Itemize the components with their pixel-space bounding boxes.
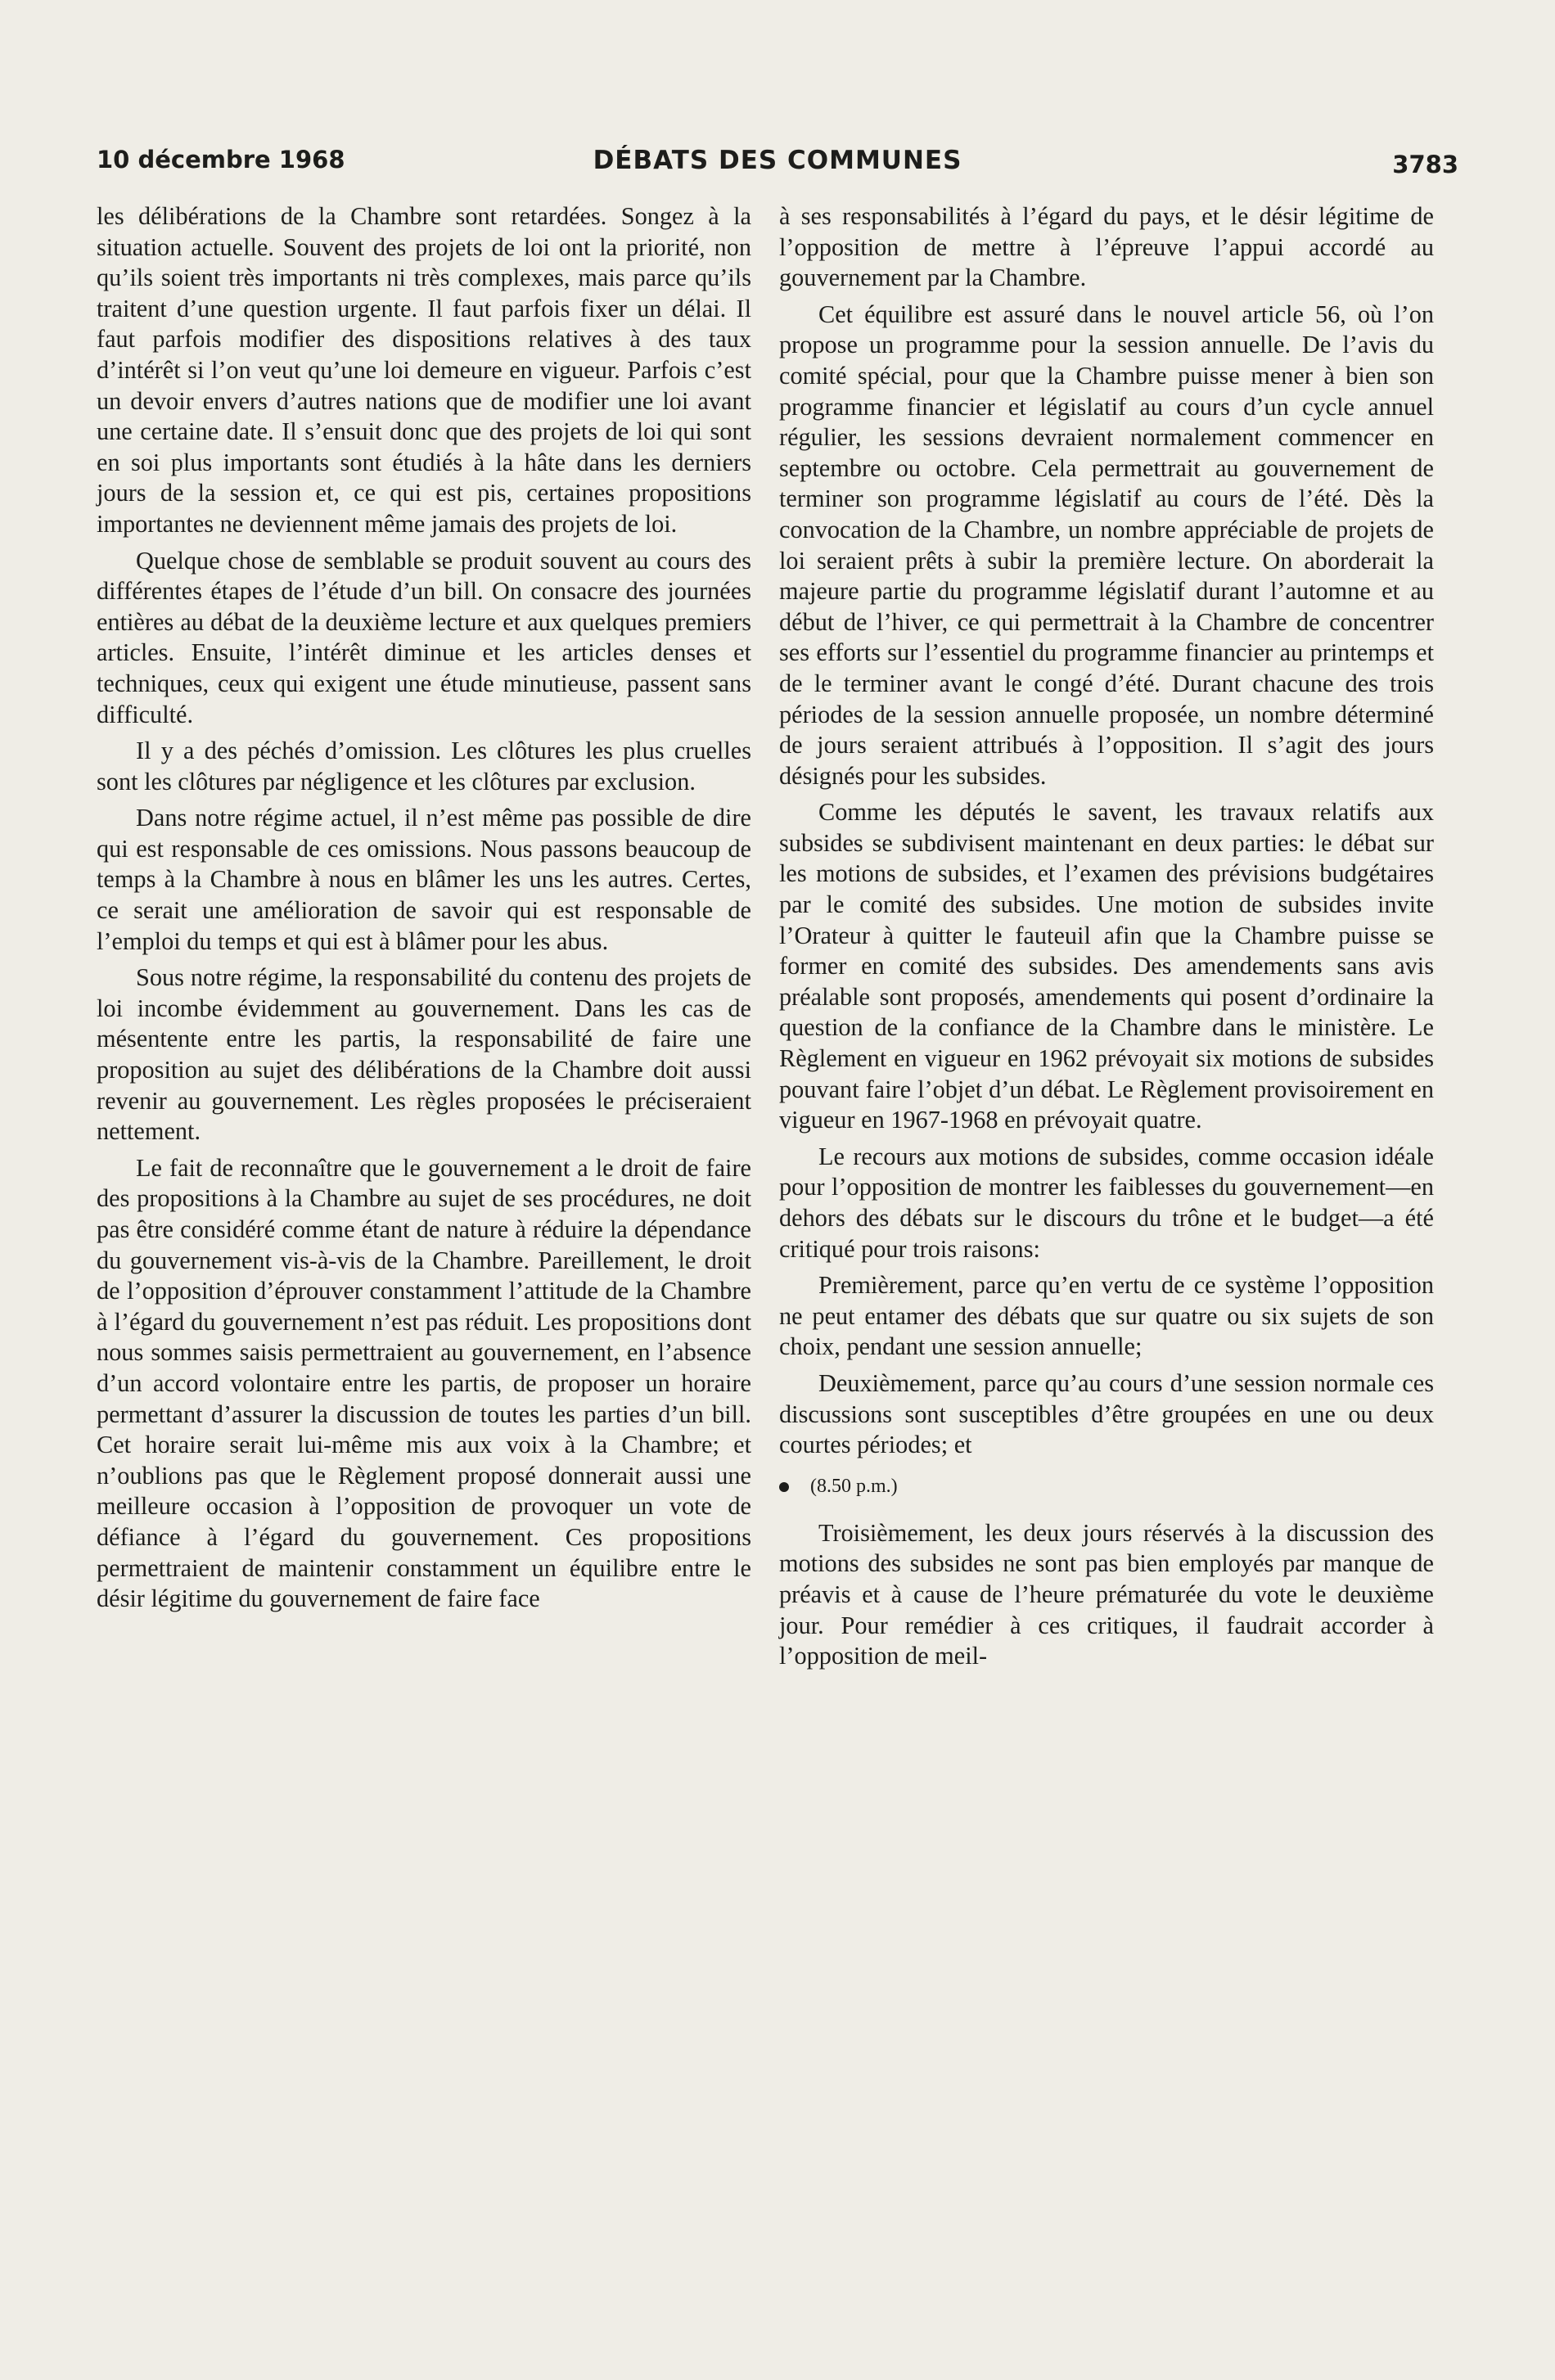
time-note: [779, 1472, 1434, 1500]
paragraph: Comme les députés le savent, les travaux relatifs aux subsides se subdivisent maintenant en deux parties: le débat sur les motions de subsides, et l’examen des prévisions budgétaires par le comité des subsides. Une motion de subsides invite l’Orateur à quitter le fauteuil afin que la Chambre puisse se former en comité des subsides. Des amendements sans avis préalable sont proposés, amendements qui posent d’ordinaire la question de la confiance de la Chambre dans le ministère. Le Règlement en vigueur en 1962 prévoyait six motions de subsides pouvant faire l’objet d’un débat. Le Règlement provisoirement en vigueur en 1967-1968 en prévoyait quatre.: [779, 798, 1434, 1134]
paragraph: Il y a des péchés d’omission. Les clôtures les plus cruelles sont les clôtures par négligence et les clôtures par exclusion.: [97, 737, 751, 796]
paragraph: Dans notre régime actuel, il n’est même pas possible de dire qui est responsable de ces omissions. Nous passons beaucoup de temps à la Chambre à nous en blâmer les uns les autres. Certes, ce serait une amélioration de savoir qui est responsable de l’emploi du temps et qui est à blâmer pour les abus.: [97, 804, 751, 955]
header-title: DÉBATS DES COMMUNES: [593, 146, 962, 175]
right-column: [779, 201, 1434, 1678]
left-column: [97, 201, 751, 1620]
paragraph: Premièrement, parce qu’en vertu de ce système l’opposition ne peut entamer des débats que sur quatre ou six sujets de son choix, pendant une session annuelle;: [779, 1271, 1434, 1361]
paragraph: à ses responsabilités à l’égard du pays, et le désir légitime de l’opposition de mettre à l’épreuve l’appui accordé au gouvernement par la Chambre.: [779, 202, 1434, 292]
paragraph: les délibérations de la Chambre sont retardées. Songez à la situation actuelle. Souvent des projets de loi ont la priorité, non qu’ils soient très importants ni très complexes, mais parce qu’ils traitent d’une question urgente. Il faut parfois fixer un délai. Il faut parfois modifier des dispositions relatives à des taux d’intérêt si l’on veut qu’une loi demeure en vigueur. Parfois c’est un devoir envers d’autres nations que de modifier une loi avant une certaine date. Il s’ensuit donc que des projets de loi qui sont en soi plus importants sont étudiés à la hâte dans les derniers jours de la session et, ce qui est pis, certaines propositions importantes ne deviennent même jamais des projets de loi.: [97, 202, 751, 538]
paragraph: Le recours aux motions de subsides, comme occasion idéale pour l’opposition de montrer les faiblesses du gouvernement—en dehors des débats sur le discours du trône et le budget—a été critiqué pour trois raisons:: [779, 1142, 1434, 1263]
paragraph: Troisièmement, les deux jours réservés à la discussion des motions des subsides ne sont pas bien employés par manque de préavis et à cause de l’heure prématurée du vote le deuxième jour. Pour remédier à ces critiques, il faudrait accorder à l’opposition de meil-: [779, 1518, 1434, 1670]
bullet-icon: [779, 1482, 789, 1492]
header-date: 10 décembre 1968: [97, 146, 345, 174]
paragraph: Quelque chose de semblable se produit souvent au cours des différentes étapes de l’étude d’un bill. On consacre des journées entières au débat de la deuxième lecture et aux quelques premiers articles. Ensuite, l’intérêt diminue et les articles denses et techniques, ceux qui exigent une étude minutieuse, passent sans difficulté.: [97, 546, 751, 728]
time-note-text: (8.50 p.m.): [810, 1475, 898, 1497]
paragraph: Cet équilibre est assuré dans le nouvel article 56, où l’on propose un programme pour la session annuelle. De l’avis du comité spécial, pour que la Chambre puisse mener à bien son programme financier et législatif au cours d’un cycle annuel régulier, les sessions devraient normalement commencer en septembre ou octobre. Cela permettrait au gouvernement de terminer son programme législatif au cours de l’été. Dès la convocation de la Chambre, un nombre appréciable de projets de loi seraient prêts à subir la première lecture. On aborderait la majeure partie du programme législatif durant l’automne et au début de l’hiver, ce qui permettrait à la Chambre de concentrer ses efforts sur l’essentiel du programme financier au printemps et de le terminer avant le congé d’été. Durant chacune des trois périodes de la session annuelle proposée, un nombre déterminé de jours seraient attribués à l’opposition. Il s’agit des jours désignés pour les subsides.: [779, 300, 1434, 790]
page-header: [97, 146, 1458, 187]
paragraph: Sous notre régime, la responsabilité du contenu des projets de loi incombe évidemment au gouvernement. Dans les cas de mésentente entre les partis, la responsabilité de faire une proposition au sujet des délibérations de la Chambre doit aussi revenir au gouvernement. Les règles proposées le préciseraient nettement.: [97, 963, 751, 1146]
paragraph: Le fait de reconnaître que le gouvernement a le droit de faire des propositions à la Chambre au sujet de ses procédures, ne doit pas être considéré comme étant de nature à réduire la dépendance du gouvernement vis-à-vis de la Chambre. Pareillement, le droit de l’opposition d’éprouver constamment l’attitude de la Chambre à l’égard du gouvernement n’est pas réduit. Les propositions dont nous sommes saisis permettraient au gouvernement, en l’absence d’un accord volontaire entre les partis, de proposer un horaire permettant d’assurer la discussion de toutes les parties d’un bill. Cet horaire serait lui-même mis aux voix à la Chambre; et n’oublions pas que le Règlement proposé donnerait aussi une meilleure occasion à l’opposition de provoquer un vote de défiance à l’égard du gouvernement. Ces propositions permettraient de maintenir constamment un équilibre entre le désir légitime du gouvernement de faire face: [97, 1153, 751, 1613]
paragraph: Deuxièmement, parce qu’au cours d’une session normale ces discussions sont susceptibles d’être groupées en une ou deux courtes périodes; et: [779, 1368, 1434, 1459]
page-number: 3783: [1392, 151, 1458, 178]
